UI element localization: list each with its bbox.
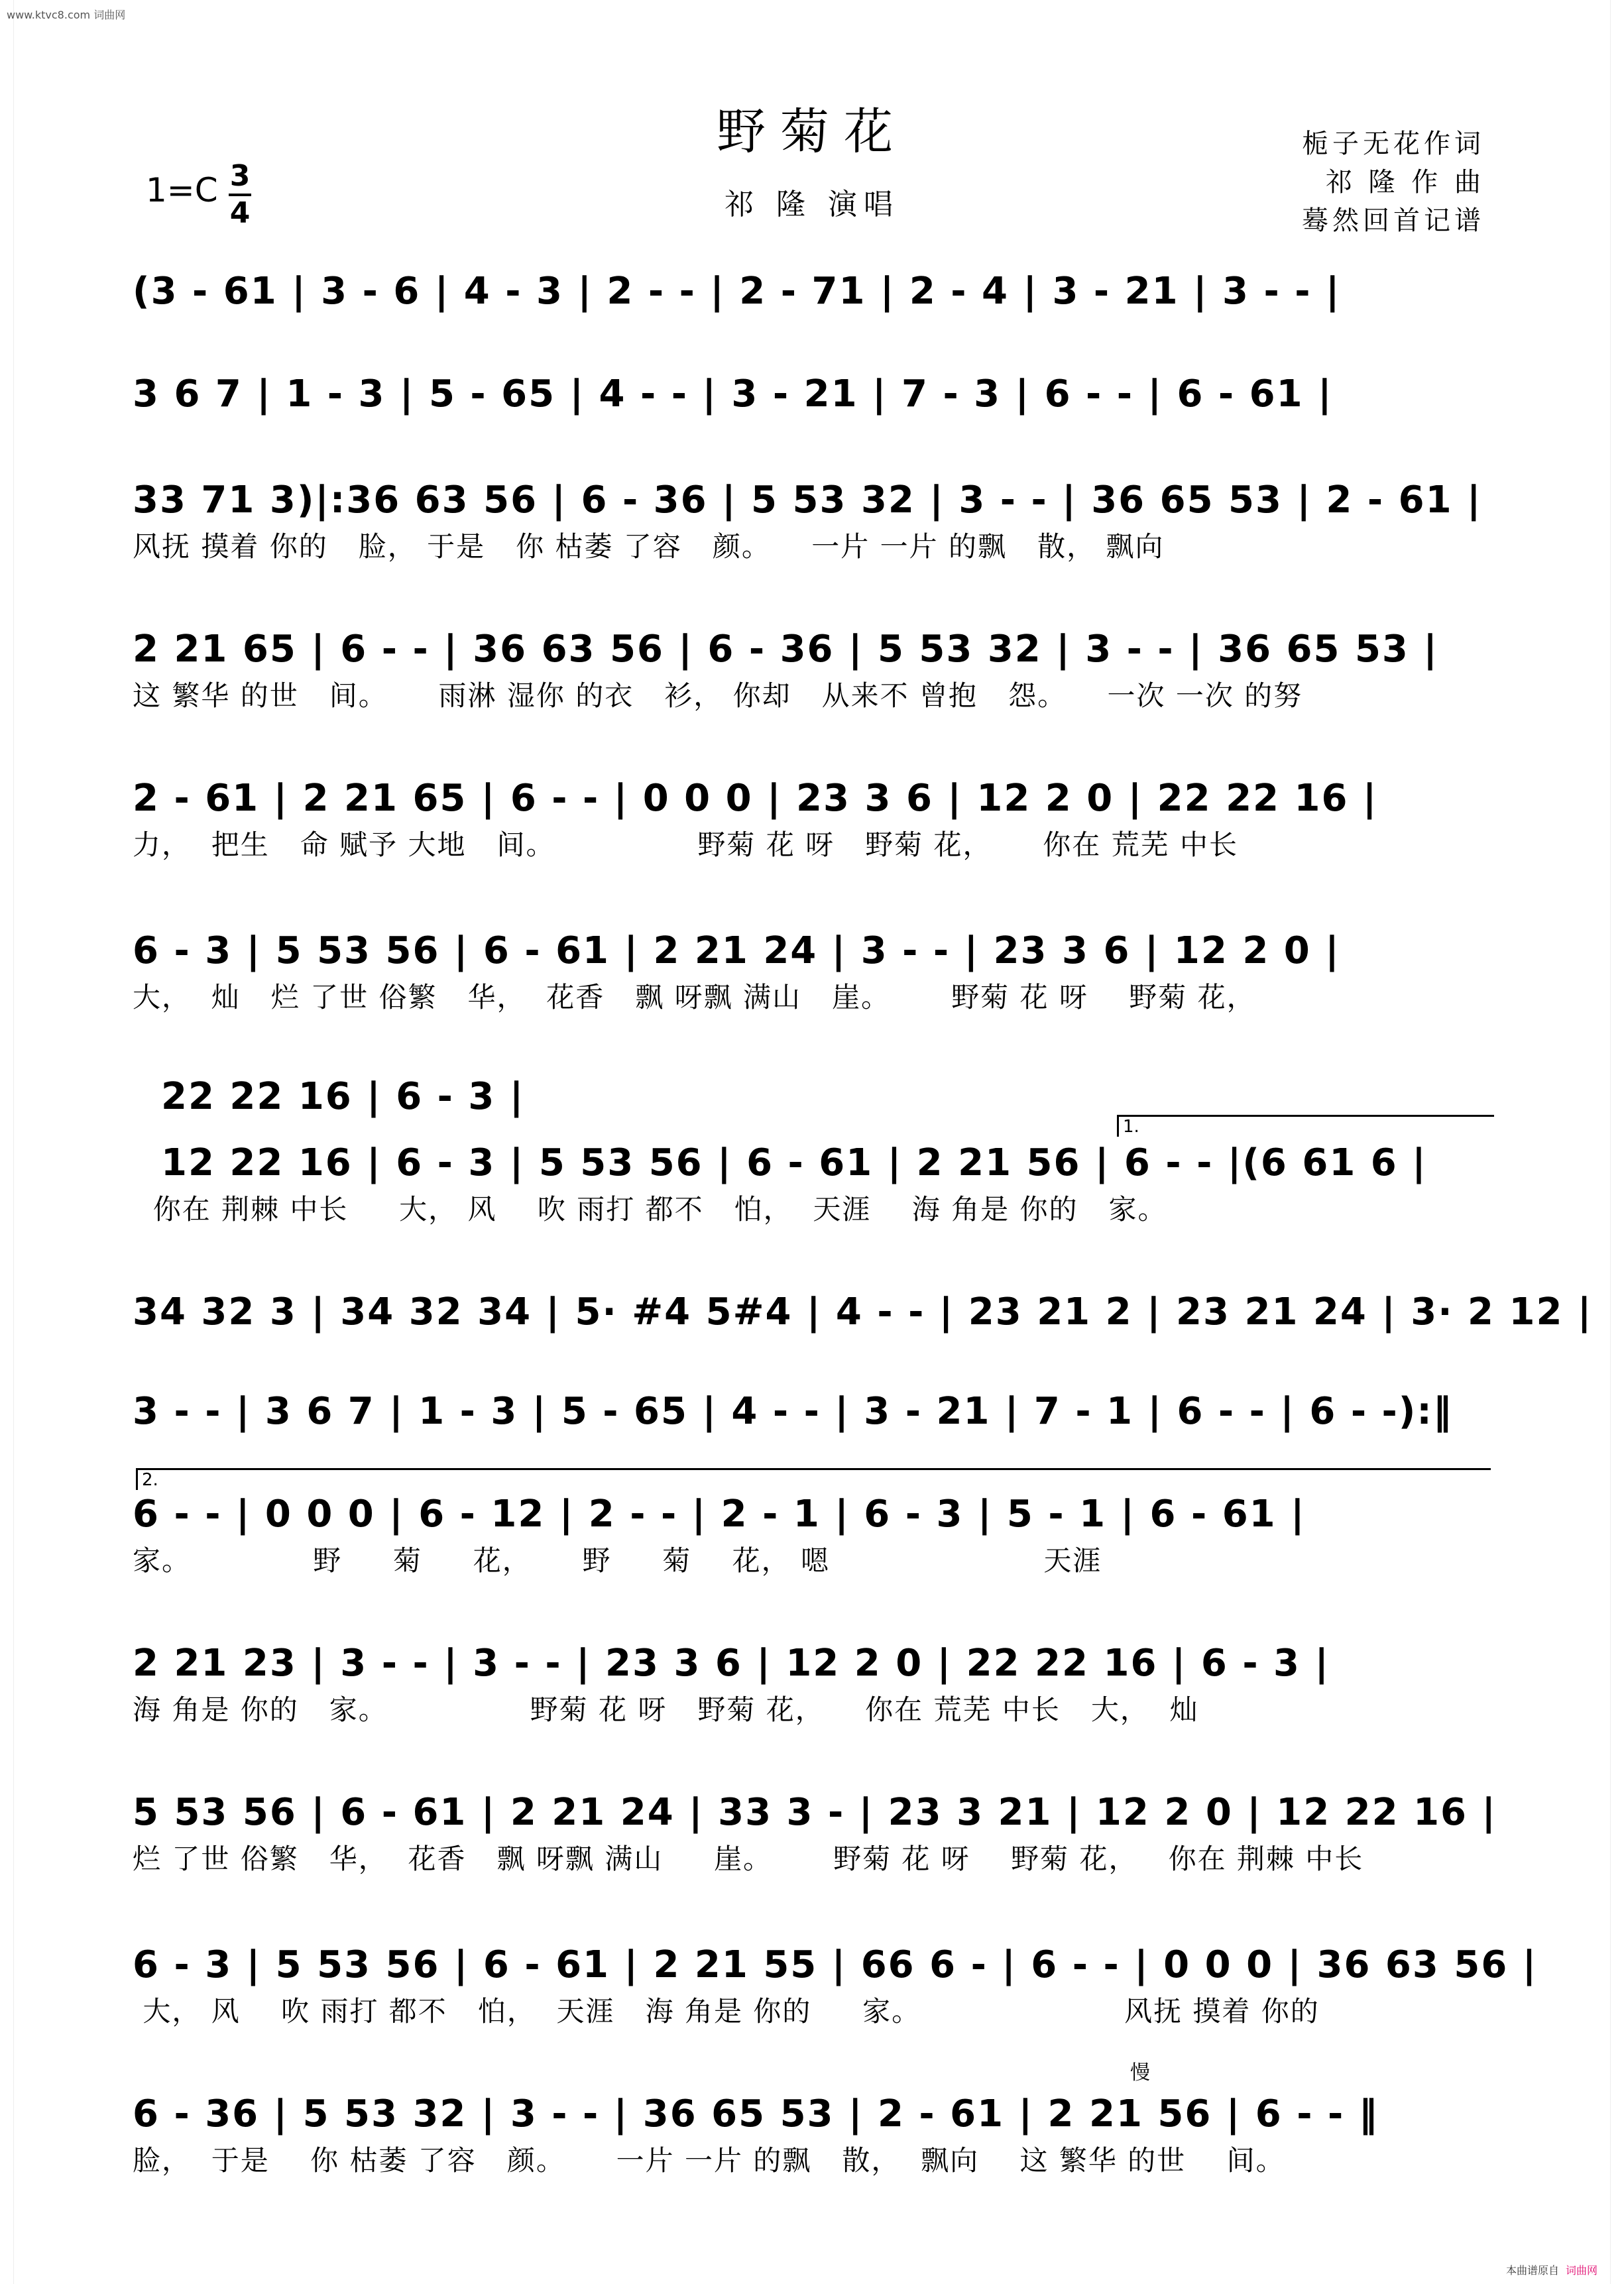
left-margin-strip xyxy=(0,0,14,2284)
notes-line: 6 - 3 | 5 53 56 | 6 - 61 | 2 21 55 | 66 6 - | 6 - - | 0 0 0 | 36 63 56 | xyxy=(133,1943,1538,1986)
lyrics-line: 大， 灿 烂 了世 俗繁 华， 花香 飘 呀飘 满山 崖。 野菊 花 呀 野菊 花， xyxy=(133,981,1256,1013)
system-11 xyxy=(133,1637,1491,1730)
time-sig-top: 3 xyxy=(229,159,251,193)
notes-line: 34 32 3 | 34 32 34 | 5· #4 5#4 | 4 - - | 23 21 2 | 23 21 24 | 3· 2 12 | xyxy=(133,1290,1593,1334)
volta-first: 1. xyxy=(1117,1115,1494,1137)
time-signature xyxy=(229,159,251,231)
system-2 xyxy=(133,368,1491,421)
credits xyxy=(1302,125,1485,240)
notes-line: 5 53 56 | 6 - 61 | 2 21 24 | 33 3 - | 23 3 21 | 12 2 0 | 12 22 16 | xyxy=(133,1791,1497,1834)
key-signature: 1=C xyxy=(146,171,218,209)
lyrics-line: 脸， 于是 你 枯萎 了容 颜。 一片 一片 的飘 散， 飘向 这 繁华 的世 间。 xyxy=(133,2144,1285,2177)
notes-line: 3 - - | 3 6 7 | 1 - 3 | 5 - 65 | 4 - - | 3 - 21 | 7 - 1 | 6 - - | 6 - -):‖ xyxy=(133,1390,1453,1433)
tempo-mark: 慢 xyxy=(1130,2061,1150,2084)
lyrics-line: 家。 野 菊 花， 野 菊 花， 嗯 天涯 xyxy=(133,1544,1102,1577)
site-watermark: www.ktvc8.com 词曲网 xyxy=(7,9,126,21)
lyrics-line: 大， 风 吹 雨打 都不 怕， 天涯 海 角是 你的 家。 风抚 摸着 你的 xyxy=(133,1995,1320,2027)
notes-line: 2 21 65 | 6 - - | 36 63 56 | 6 - 36 | 5 53 32 | 3 - - | 36 65 53 | xyxy=(133,628,1438,671)
notes-line: (3 - 61 | 3 - 6 | 4 - 3 | 2 - - | 2 - 71 | 2 - 4 | 3 - 21 | 3 - - | xyxy=(133,270,1341,313)
system-10 xyxy=(133,1488,1491,1581)
footer-brand: 词曲网 xyxy=(1565,2264,1597,2277)
lyrics-line: 力， 把生 命 赋予 大地 间。 野菊 花 呀 野菊 花， 你在 荒芜 中长 xyxy=(133,828,1238,861)
notes-line: 2 21 23 | 3 - - | 3 - - | 23 3 6 | 12 2 0 | 22 22 16 | 6 - 3 | xyxy=(133,1642,1330,1685)
lyrics-line: 烂 了世 俗繁 华， 花香 飘 呀飘 满山 崖。 野菊 花 呀 野菊 花， 你在 荆棘 中长 xyxy=(133,1843,1364,1875)
footer-text: 本曲谱原自 xyxy=(1505,2264,1559,2277)
notes-line: 12 22 16 | 6 - 3 | 5 53 56 | 6 - 61 | 2 21 56 | 6 - - |(6 61 6 | xyxy=(133,1141,1427,1184)
transcriber: 蓦然回首记谱 xyxy=(1302,205,1485,236)
song-title: 野菊花 xyxy=(717,103,907,160)
system-13 xyxy=(133,1939,1538,2031)
notes-line: 6 - 3 | 5 53 56 | 6 - 61 | 2 21 24 | 3 - - | 23 3 6 | 12 2 0 | xyxy=(133,929,1340,972)
system-7 xyxy=(133,1137,1491,1229)
notes-line: 3 6 7 | 1 - 3 | 5 - 65 | 4 - - | 3 - 21 | 7 - 3 | 6 - - | 6 - 61 | xyxy=(133,372,1333,416)
composer: 祁 隆 作 曲 xyxy=(1325,167,1485,198)
system-1 xyxy=(133,265,1491,318)
system-3 xyxy=(133,474,1491,567)
system-4 xyxy=(133,623,1491,716)
system-9 xyxy=(133,1385,1491,1438)
lyrics-line: 海 角是 你的 家。 野菊 花 呀 野菊 花， 你在 荒芜 中长 大， 灿 xyxy=(133,1693,1199,1726)
right-margin-strip xyxy=(1610,0,1624,2284)
system-6 xyxy=(133,925,1491,1017)
system-12 xyxy=(133,1786,1497,1879)
system-8 xyxy=(133,1286,1593,1339)
notes-line: 22 22 16 | 6 - 3 | xyxy=(133,1075,525,1118)
site-footer xyxy=(1506,2262,1597,2277)
lyrics-line: 这 繁华 的世 间。 雨淋 湿你 的衣 衫， 你却 从来不 曾抱 怨。 一次 一次 的努 xyxy=(133,679,1303,712)
notes-line: 2 - 61 | 2 21 65 | 6 - - | 0 0 0 | 23 3 6 | 12 2 0 | 22 22 16 | xyxy=(133,777,1378,820)
notes-line: 33 71 3)|:36 63 56 | 6 - 36 | 5 53 32 | 3 - - | 36 65 53 | 2 - 61 | xyxy=(133,479,1482,522)
notes-line: 6 - 36 | 5 53 32 | 3 - - | 36 65 53 | 2 - 61 | 2 21 56 | 6 - - ‖ xyxy=(133,2092,1379,2136)
lyrics-line: 风抚 摸着 你的 脸， 于是 你 枯萎 了容 颜。 一片 一片 的飘 散， 飘向 xyxy=(133,530,1165,563)
time-sig-bottom: 4 xyxy=(229,196,251,230)
notes-line: 6 - - | 0 0 0 | 6 - 12 | 2 - - | 2 - 1 | 6 - 3 | 5 - 1 | 6 - 61 | xyxy=(133,1493,1306,1536)
lyricist: 栀子无花作词 xyxy=(1302,129,1485,159)
system-5 xyxy=(133,772,1491,865)
system-14 xyxy=(133,2088,1491,2181)
volta-second: 2. xyxy=(136,1468,1491,1490)
lyrics-line: 你在 荆棘 中长 大， 风 吹 雨打 都不 怕， 天涯 海 角是 你的 家。 xyxy=(133,1193,1167,1226)
performer: 祁 隆 演唱 xyxy=(725,188,899,221)
